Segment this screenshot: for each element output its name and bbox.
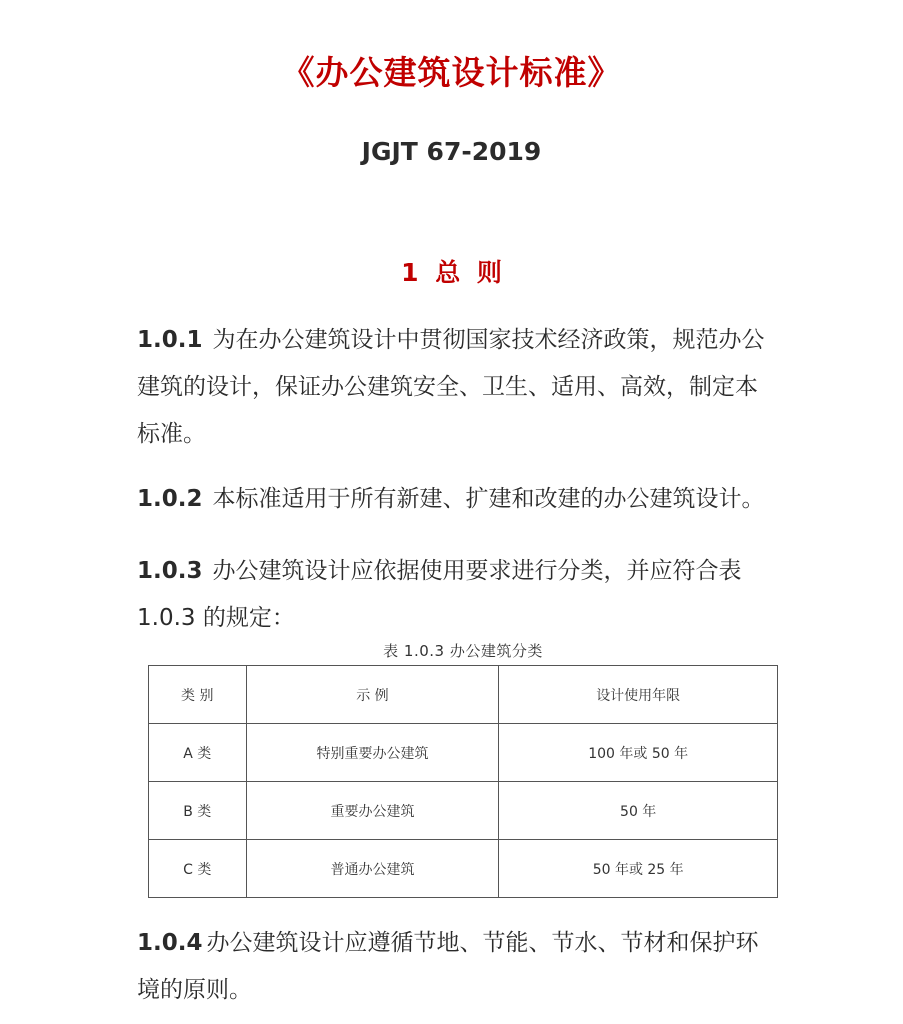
table-header-row	[149, 666, 778, 724]
chapter-heading: 1 总 则	[401, 258, 502, 287]
clause-number: 1.0.2	[137, 486, 203, 512]
cell-service-life: 50 年	[499, 782, 778, 840]
cell-service-life: 50 年或 25 年	[499, 840, 778, 898]
document-title: 《办公建筑设计标准》	[281, 53, 622, 92]
clause-text: 办公建筑设计应遵循节地、节能、节水、节材和保护环境的原则。	[137, 930, 759, 1003]
clause-1-0-3	[137, 548, 777, 642]
cell-example: 重要办公建筑	[246, 782, 499, 840]
clause-number: 1.0.1	[137, 327, 203, 353]
header-service-life: 设计使用年限	[499, 666, 778, 724]
clause-number: 1.0.4	[137, 930, 203, 956]
cell-service-life: 100 年或 50 年	[499, 724, 778, 782]
clause-text: 办公建筑设计应依据使用要求进行分类，并应符合表 1.0.3 的规定：	[137, 558, 742, 631]
clause-text: 本标准适用于所有新建、扩建和改建的办公建筑设计。	[212, 486, 765, 512]
cell-example: 普通办公建筑	[246, 840, 499, 898]
clause-number: 1.0.3	[137, 558, 203, 584]
table-caption: 表 1.0.3 办公建筑分类	[383, 642, 543, 660]
cell-example: 特别重要办公建筑	[246, 724, 499, 782]
table-row	[149, 840, 778, 898]
header-category: 类 别	[149, 666, 247, 724]
clause-1-0-1	[137, 317, 777, 458]
cell-category: C 类	[149, 840, 247, 898]
clause-1-0-4	[137, 920, 777, 1014]
cell-category: B 类	[149, 782, 247, 840]
header-example: 示 例	[246, 666, 499, 724]
table-row	[149, 782, 778, 840]
cell-category: A 类	[149, 724, 247, 782]
clause-text: 为在办公建筑设计中贯彻国家技术经济政策，规范办公建筑的设计，保证办公建筑安全、卫生、适用、高效，制定本标准。	[137, 327, 765, 447]
clause-1-0-2	[137, 476, 777, 523]
table-row	[149, 724, 778, 782]
standard-code: JGJT 67-2019	[361, 137, 542, 166]
classification-table	[148, 665, 778, 898]
